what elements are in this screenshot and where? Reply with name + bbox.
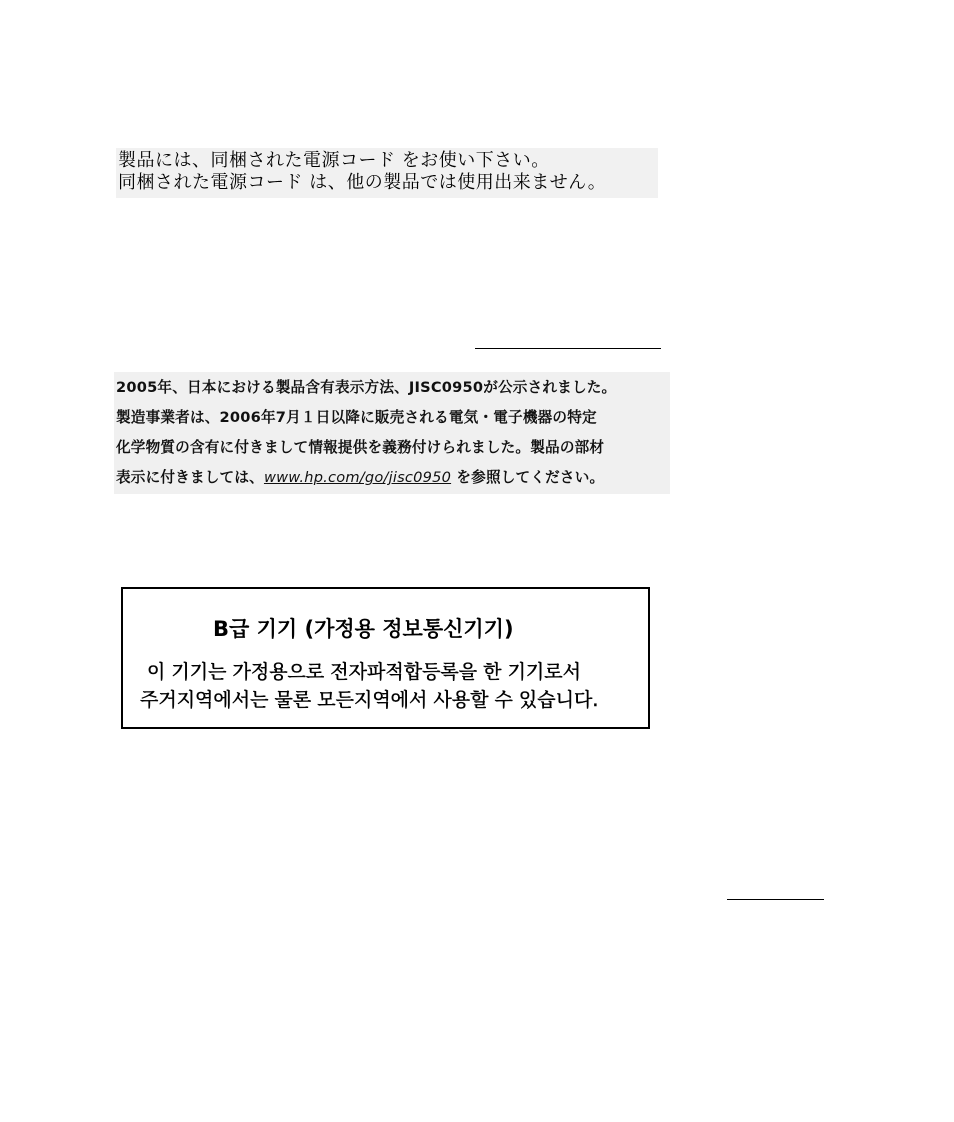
jisc-notice: [114, 372, 670, 494]
korea-notice-line-1: 이 기기는 가정용으로 전자파적합등록을 한 기기로서: [147, 661, 581, 683]
jisc-notice-line-4-prefix: 表示に付きましては、: [116, 469, 264, 486]
korea-class-b-notice: [121, 587, 650, 729]
korea-notice-line-2: 주거지역에서는 물론 모든지역에서 사용할 수 있습니다.: [140, 689, 599, 711]
jisc-notice-line-1: 2005年、日本における製品含有表示方法、JISC0950が公示されました。: [116, 379, 617, 396]
jisc-notice-line-2: 製造事業者は、2006年7月１日以降に販売される電気・電子機器の特定: [116, 409, 597, 426]
power-cord-notice-line-1: 製品には、同梱された電源コード をお使い下さい。: [118, 150, 550, 171]
power-cord-notice-line-2: 同梱された電源コード は、他の製品では使用出来ません。: [118, 172, 607, 193]
korea-notice-title: B급 기기 (가정용 정보통신기기): [213, 617, 514, 641]
jisc-notice-line-4: [116, 466, 604, 487]
jisc-notice-line-4-suffix: を参照してください。: [451, 469, 605, 486]
power-cord-notice: [116, 148, 658, 198]
divider-rule: [727, 899, 824, 900]
jisc-info-link[interactable]: www.hp.com/go/jisc0950: [263, 469, 452, 486]
jisc-notice-line-3: 化学物質の含有に付きまして情報提供を義務付けられました。製品の部材: [116, 439, 605, 456]
divider-rule: [475, 348, 661, 349]
